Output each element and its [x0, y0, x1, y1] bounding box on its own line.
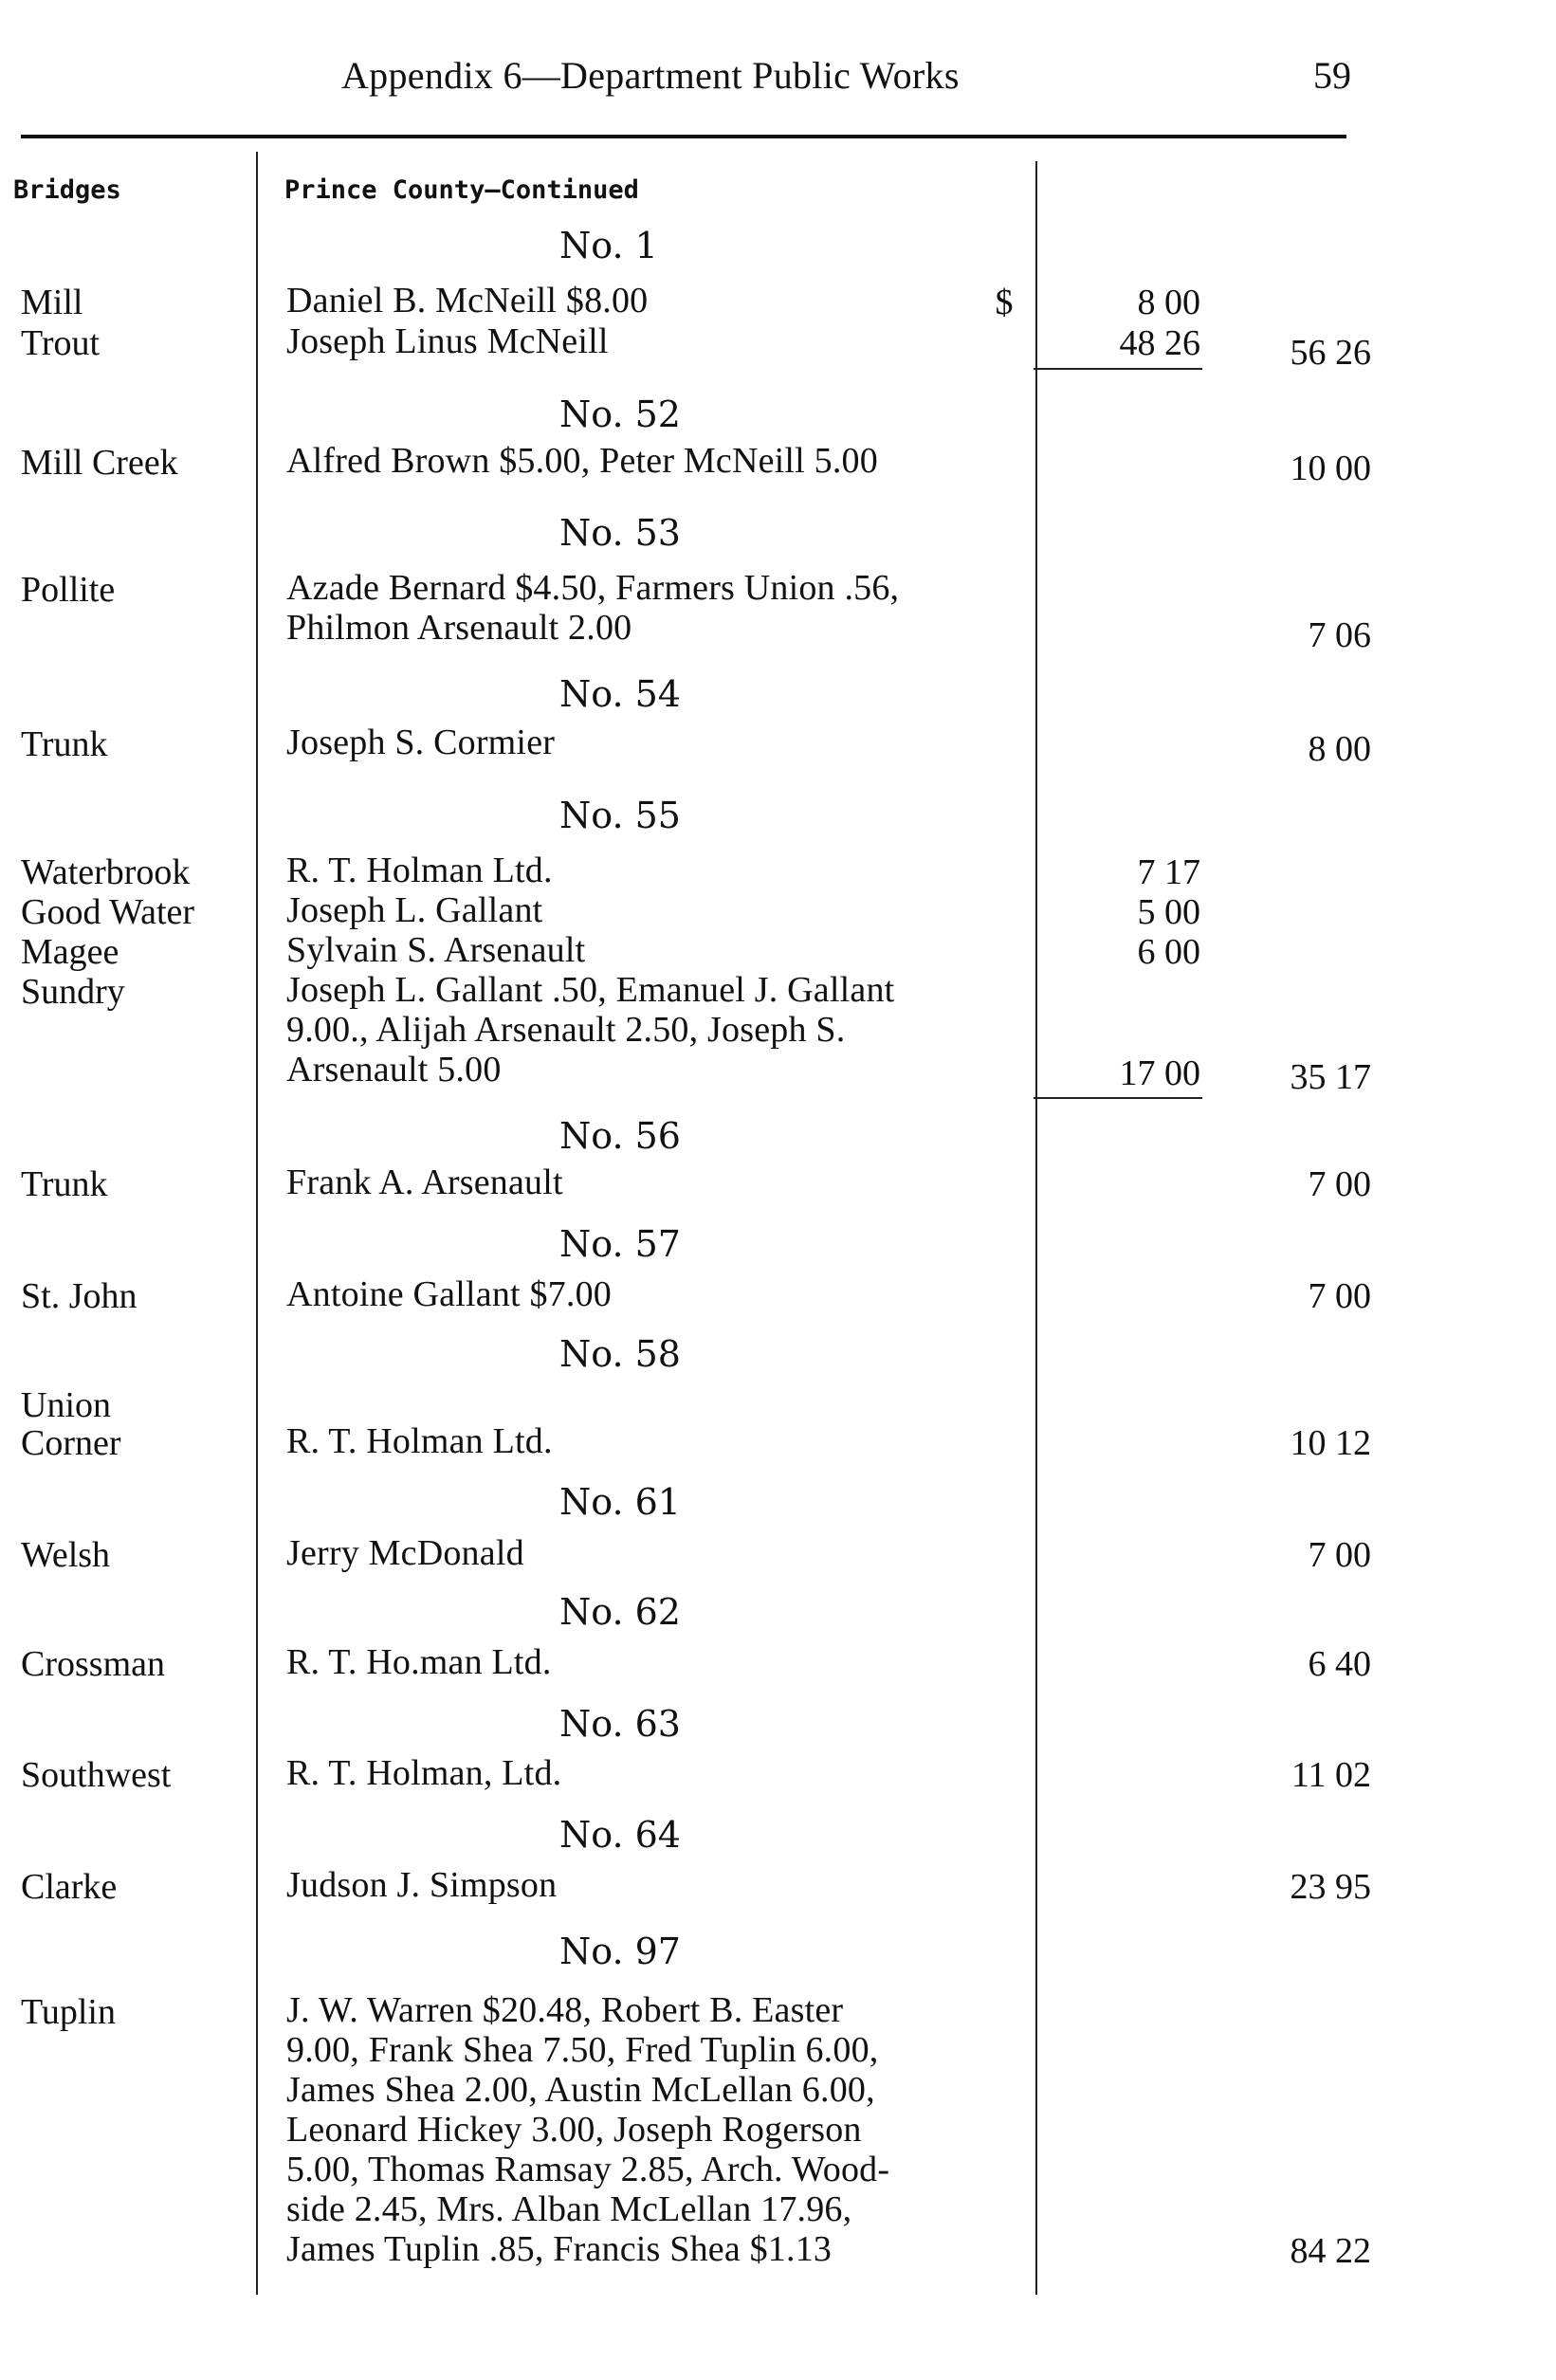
bridge-name: Mill Creek [21, 443, 178, 483]
subtotal-amount: 17 00 [1119, 1053, 1200, 1093]
total-amount: 7 06 [1308, 615, 1371, 655]
bridge-name: Trunk [21, 1164, 108, 1204]
bridge-name: Tuplin [21, 1992, 116, 2032]
header-rule [21, 135, 1346, 138]
subtotal-amount: 7 17 [1137, 852, 1200, 892]
subtotal-underline [1034, 1097, 1202, 1099]
payee-line: R. T. Ho.man Ltd. [286, 1642, 552, 1682]
bridge-name: St. John [21, 1276, 137, 1316]
bridge-name: Trunk [21, 724, 108, 764]
bridge-name: Pollite [21, 570, 116, 610]
subtotal-value: 8 00 [1137, 283, 1200, 322]
section-number: No. 61 [559, 1481, 681, 1523]
payee-line: Daniel B. McNeill $8.00 [286, 281, 649, 320]
section-number: No. 58 [559, 1333, 681, 1375]
bridge-name: Magee [21, 932, 119, 972]
subtotal-amount: 6 00 [1137, 932, 1200, 972]
subtotal-underline [1034, 368, 1202, 370]
payee-line: Joseph S. Cormier [286, 723, 556, 762]
dollar-sign: $ [995, 283, 1014, 322]
bridge-name: Welsh [21, 1535, 111, 1575]
section-number: No. 97 [559, 1931, 681, 1972]
subtotal-amount [995, 282, 1201, 323]
payee-line: Antoine Gallant $7.00 [286, 1274, 612, 1314]
payee-line: Sylvain S. Arsenault [286, 930, 586, 970]
payee-line: Joseph Linus McNeill [286, 321, 609, 361]
total-amount: 84 22 [1290, 2231, 1371, 2271]
total-amount: 7 00 [1308, 1276, 1371, 1316]
column-header-bridges: Bridges [13, 175, 121, 205]
section-number: No. 52 [559, 394, 681, 435]
payee-line: 9.00., Alijah Arsenault 2.50, Joseph S. [286, 1010, 846, 1050]
section-number: No. 53 [559, 512, 681, 554]
bridge-name: Southwest [21, 1755, 172, 1795]
payee-line: James Tuplin .85, Francis Shea $1.13 [286, 2229, 833, 2269]
total-amount: 8 00 [1308, 729, 1371, 769]
payee-line: Philmon Arsenault 2.00 [286, 608, 632, 648]
bridge-name: Union [21, 1385, 111, 1425]
bridge-name: Corner [21, 1423, 121, 1463]
bridge-name: Good Water [21, 892, 195, 932]
payee-line: Frank A. Arsenault [286, 1163, 563, 1202]
payee-line: Joseph L. Gallant .50, Emanuel J. Gallant [286, 970, 895, 1010]
payee-line: Judson J. Simpson [286, 1865, 558, 1905]
column-header-location: Prince County—Continued [284, 175, 639, 205]
total-amount: 11 02 [1291, 1755, 1371, 1795]
payee-line: Joseph L. Gallant [286, 890, 543, 930]
bridge-name: Waterbrook [21, 852, 191, 892]
bridge-name: Trout [21, 323, 101, 363]
section-number: No. 63 [559, 1703, 681, 1745]
section-number: No. 62 [559, 1591, 681, 1633]
section-number: No. 56 [559, 1115, 681, 1157]
column-divider-right [1035, 161, 1037, 2295]
total-amount: 10 12 [1290, 1423, 1371, 1463]
payee-line: 9.00, Frank Shea 7.50, Fred Tuplin 6.00, [286, 2030, 879, 2070]
total-amount: 35 17 [1290, 1057, 1371, 1097]
payee-line: side 2.45, Mrs. Alban McLellan 17.96, [286, 2189, 852, 2229]
payee-line: J. W. Warren $20.48, Robert B. Easter [286, 1990, 844, 2030]
total-amount: 10 00 [1290, 449, 1371, 488]
column-divider-left [256, 152, 258, 2295]
total-amount: 7 00 [1308, 1164, 1371, 1204]
section-number: No. 64 [559, 1814, 681, 1856]
bridge-name: Sundry [21, 972, 125, 1012]
subtotal-amount: 5 00 [1137, 892, 1200, 932]
payee-line: James Shea 2.00, Austin McLellan 6.00, [286, 2070, 875, 2110]
payee-line: R. T. Holman Ltd. [286, 1421, 553, 1461]
total-amount: 6 40 [1308, 1644, 1371, 1684]
bridge-name: Mill [21, 283, 83, 322]
payee-line: Leonard Hickey 3.00, Joseph Rogerson [286, 2110, 862, 2150]
total-amount: 23 95 [1290, 1867, 1371, 1907]
section-number: No. 54 [559, 673, 681, 715]
subtotal-amount: 48 26 [1119, 323, 1200, 363]
total-amount: 7 00 [1308, 1535, 1371, 1575]
payee-line: Azade Bernard $4.50, Farmers Union .56, [286, 568, 900, 608]
payee-line: 5.00, Thomas Ramsay 2.85, Arch. Wood- [286, 2150, 890, 2189]
section-number: No. 1 [559, 225, 658, 266]
section-number: No. 55 [559, 795, 681, 836]
payee-line: Alfred Brown $5.00, Peter McNeill 5.00 [286, 441, 878, 481]
payee-line: R. T. Holman, Ltd. [286, 1753, 562, 1793]
section-number: No. 57 [559, 1223, 681, 1265]
page-title: Appendix 6—Department Public Works [341, 54, 960, 97]
bridge-name: Clarke [21, 1867, 118, 1907]
bridge-name: Crossman [21, 1644, 165, 1684]
total-amount: 56 26 [1290, 333, 1371, 373]
payee-line: Arsenault 5.00 [286, 1050, 502, 1089]
page-number: 59 [1313, 54, 1351, 97]
payee-line: R. T. Holman Ltd. [286, 851, 553, 890]
payee-line: Jerry McDonald [286, 1533, 524, 1573]
